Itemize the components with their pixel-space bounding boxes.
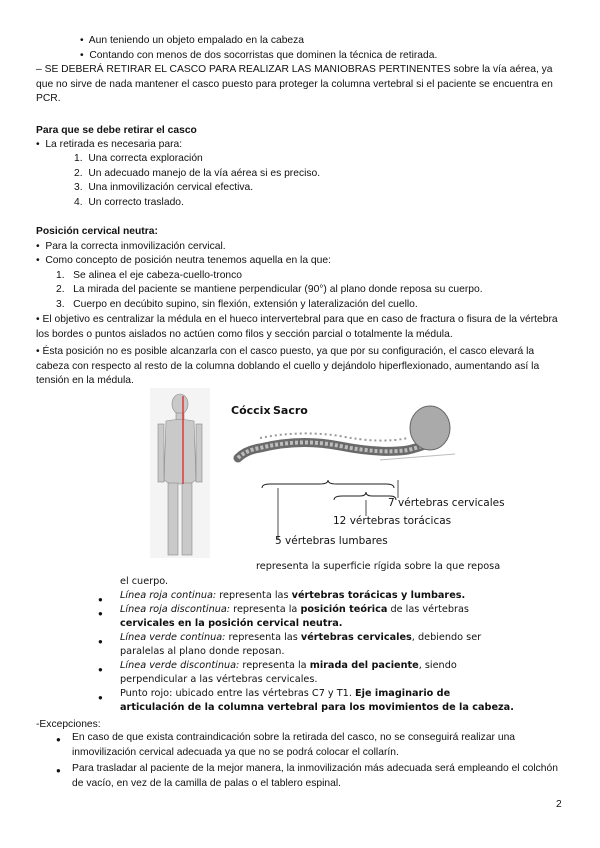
caption-bullet-icon: ● [98,609,103,618]
spine-illustration-body [238,406,455,460]
caption-bold: vértebras cervicales [300,632,412,643]
caption-text: representa las [219,590,289,601]
caption-bullet-icon: ● [98,665,103,674]
numbered-item-text: Una correcta exploración [88,153,203,164]
label-coccix: Cóccix [231,404,271,417]
caption-bullet-icon: ● [98,595,103,604]
caption-item [120,589,465,602]
list-item: • Como concepto de posición neutra tenemos aquella en la que: [36,255,331,266]
list-item: • El objetivo es centralizar la médula en el hueco intervertebral para que en caso de fractura o fisura de la vértebra los bordes o puntos aislados no actúen como filos y sección parcial o totalmente la médula. [36,314,558,340]
list-item-text: La retirada es necesaria para: [45,139,183,150]
caption-text: representa la [233,604,298,615]
caption-bullet-icon: ● [98,637,103,646]
warning-paragraph: – SE DEBERÁ RETIRAR EL CASCO PARA REALIZAR LAS MANIOBRAS PERTINENTES sobre la vía aérea, ya que no sirve de nada mantener el casco puesto para proteger la columna vertebral si el paciente se encuentra en PCR. [36,64,553,104]
caption-item [120,687,450,700]
page-number: 2 [556,799,562,810]
bullet-icon: ● [56,766,61,775]
list-item-text: Contando con menos de dos socorristas que dominen la técnica de retirada. [89,50,438,61]
exception-item: Para trasladar al paciente de la mejor manera, la inmovilización más adecuada será empleando el colchón de vacío, en vez de la camilla de palas o el tablero espinal. [72,763,558,789]
caption-term: Punto rojo: [120,688,173,699]
caption-line: perpendicular a las vértebras cervicales. [120,674,318,685]
caption-bold: posición teórica [300,604,388,615]
exception-item: En caso de que exista contraindicación sobre la retirada del casco, no se conseguirá realizar una inmovilización cervical adecuada ya que no se podrá colocar el collarín. [72,732,516,758]
list-item-text: Como concepto de posición neutra tenemos aquella en la que: [45,255,331,266]
caption-item [120,659,457,672]
numbered-item: 1. Una correcta exploración [74,153,203,164]
caption-text: ubicado entre las vértebras C7 y T1. [175,688,352,699]
caption-term: Línea roja discontinua: [120,604,231,615]
numbered-item: 3. Una inmovilización cervical efectiva. [74,182,254,193]
list-item-text: Ésta posición no es posible alcanzarla con el casco puesto, ya que por su configuración, el casco elevará la cabeza con respecto al resto de la columna doblando el cuello y dejándolo hiperflexionado, aumentando así la tensión en la médula. [36,346,540,386]
numbered-item: 2. La mirada del paciente se mantiene perpendicular (90°) al plano donde reposa su cuerpo. [56,284,483,295]
caption-line: representa la superficie rígida sobre la que reposa [256,561,501,572]
caption-line: paralelas al plano donde reposan. [120,646,285,657]
section-heading: Para que se debe retirar el casco [36,125,197,136]
skull [410,406,450,450]
caption-text: , debiendo ser [411,632,482,643]
numbered-item: 3. Cuerpo en decúbito supino, sin flexión, extensión y lateralización del cuello. [56,299,418,310]
bullet-icon: ● [56,735,61,744]
list-item: • Ésta posición no es posible alcanzarla con el casco puesto, ya que por su configuración, el casco elevará la cabeza con respecto al resto de la columna doblando el cuello y dejándolo hiperflexionado, aumentando así la tensión en la médula. [36,346,540,386]
caption-bold: Eje imaginario de [355,688,451,699]
numbered-item-text: La mirada del paciente se mantiene perpendicular (90°) al plano donde reposa su cuerpo. [73,284,483,295]
list-item: • La retirada es necesaria para: [36,139,183,150]
caption-term: Línea verde continua: [120,632,226,643]
caption-bold: vértebras torácicas y lumbares. [291,590,466,601]
label-cervical: 7 vértebras cervicales [388,497,505,509]
caption-bullet-icon: ● [98,693,103,702]
label-lumbar: 5 vértebras lumbares [275,535,388,547]
list-item: • Para la correcta inmovilización cervical. [36,241,226,252]
label-thoracic: 12 vértebras torácicas [333,515,452,527]
caption-text: representa las [228,632,298,643]
thoracic-brace [334,492,396,500]
numbered-item-text: Se alinea el eje cabeza-cuello-tronco [73,270,243,281]
label-sacro: Sacro [273,404,308,417]
caption-term: Línea roja continua: [120,590,217,601]
caption-text: representa la [242,660,307,671]
list-item: • Contando con menos de dos socorristas que dominen la técnica de retirada. [80,50,438,61]
numbered-item: 2. Un adecuado manejo de la vía aérea si es preciso. [74,168,321,179]
caption-text: articulación de la columna vertebral para los movimientos de la cabeza [120,702,511,713]
caption-line: el cuerpo. [120,576,169,587]
lumbar-brace [262,480,394,488]
exceptions-title: -Excepciones: [36,719,101,730]
numbered-item: 1. Se alinea el eje cabeza-cuello-tronco [56,270,243,281]
caption-text: , siendo [418,660,457,671]
numbered-item-text: Un adecuado manejo de la vía aérea si es preciso. [88,168,321,179]
numbered-item: 4. Un correcto traslado. [74,197,184,208]
caption-item [120,631,481,644]
caption-bold: mirada del paciente [309,660,419,671]
section-heading: Posición cervical neutra: [36,226,158,237]
caption-line: cervicales en la posición cervical neutra. [120,618,343,629]
list-item: • Aun teniendo un objeto empalado en la cabeza [80,35,305,46]
caption-item [120,603,469,616]
numbered-item-text: Un correcto traslado. [88,197,184,208]
spine-figure [150,388,505,558]
list-item-text: Para la correcta inmovilización cervical. [45,241,226,252]
list-item-text: Aun teniendo un objeto empalado en la cabeza [88,35,305,46]
numbered-item-text: Cuerpo en decúbito supino, sin flexión, extensión y lateralización del cuello. [73,299,418,310]
caption-text: de las vértebras [390,604,469,615]
list-item-text: El objetivo es centralizar la médula en el hueco intervertebral para que en caso de fractura o fisura de la vértebra los bordes o puntos aislados no actúen como filos y sección parcial o totalmente la médula. [36,314,558,340]
caption-term: Línea verde discontinua: [120,660,240,671]
numbered-item-text: Una inmovilización cervical efectiva. [88,182,254,193]
caption-line: articulación de la columna vertebral para los movimientos de la cabeza. [120,702,514,713]
